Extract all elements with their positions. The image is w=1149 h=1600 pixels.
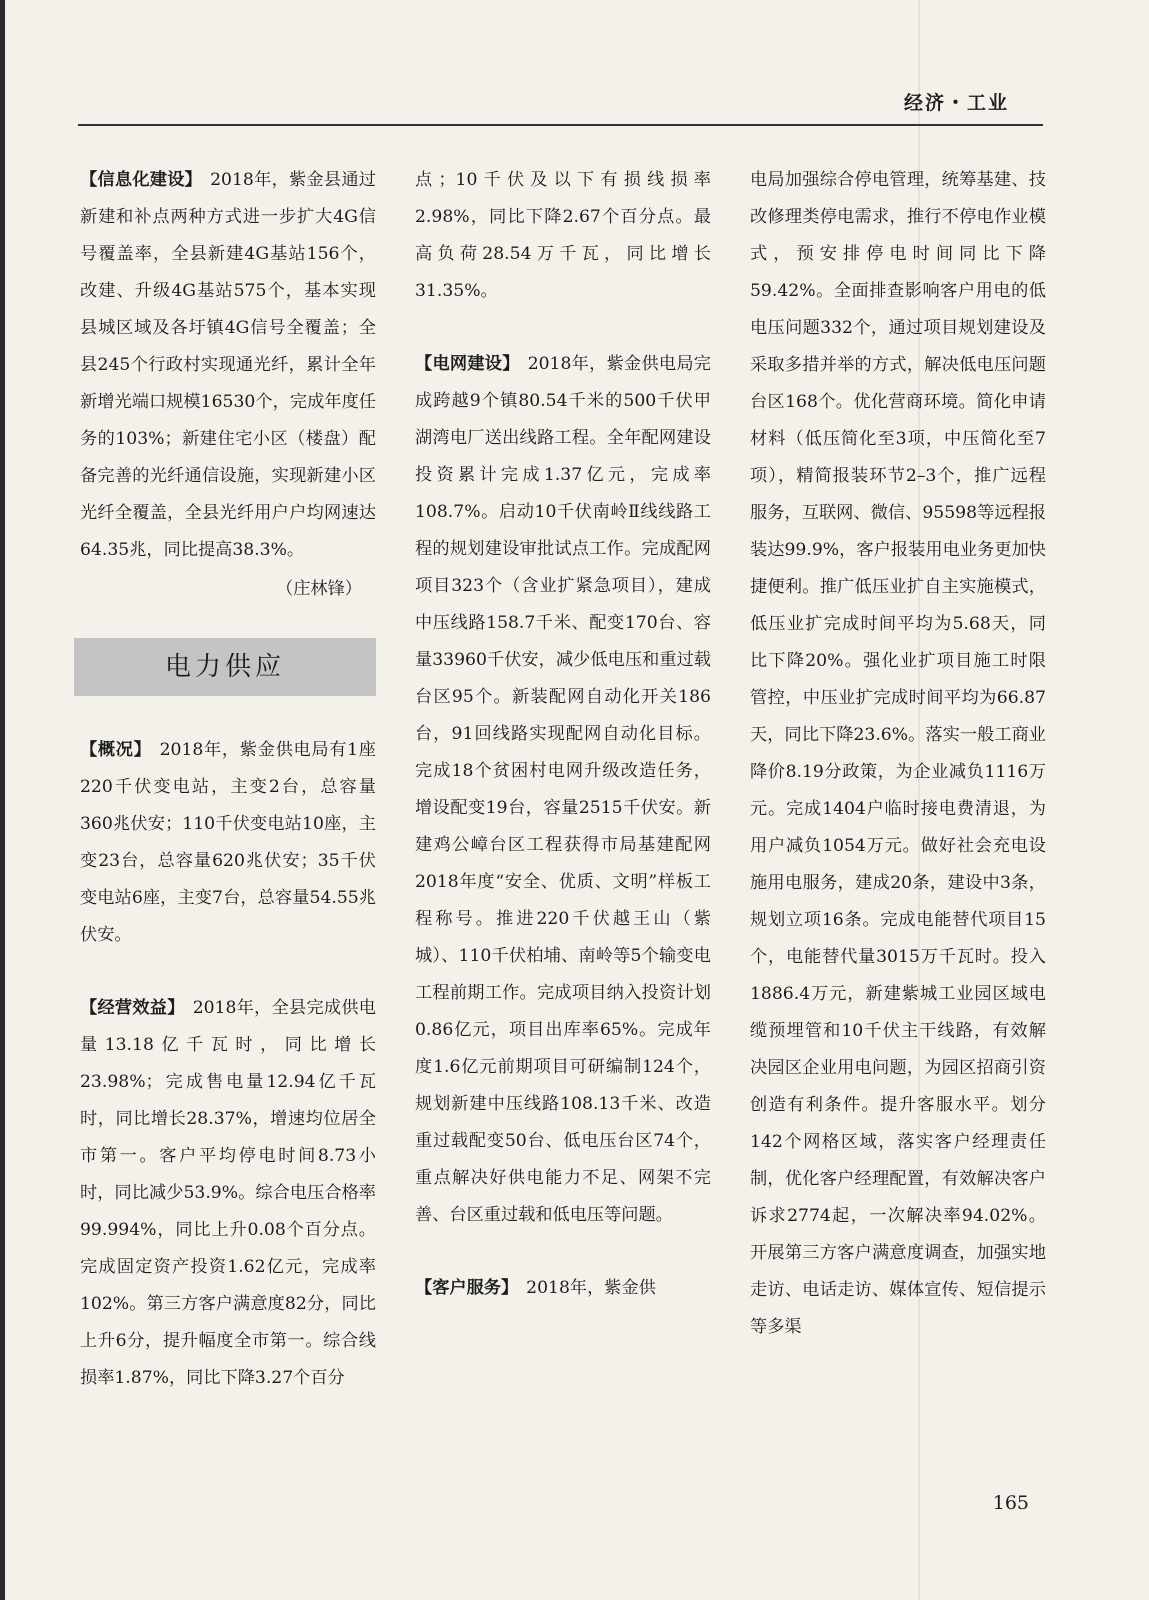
header-rule: [78, 124, 1043, 126]
paragraph-overview: [80, 732, 376, 954]
column-middle: [415, 162, 711, 1307]
paragraph-benefit-continued: 点；10千伏及以下有损线损率2.98%，同比下降2.67个百分点。最高负荷28.54万千瓦，同比增长31.35%。: [415, 170, 711, 301]
text-service: 2018年，紫金供: [526, 1278, 656, 1298]
tag-overview: 【概况】: [80, 740, 152, 760]
running-header: 经济・工业: [903, 92, 1009, 114]
paragraph-grid: [415, 346, 711, 1234]
tag-informatization: 【信息化建设】: [80, 170, 203, 190]
text-grid: 2018年，紫金供电局完成跨越9个镇80.54千米的500千伏甲湖湾电厂送出线路工程。全年配网建设投资累计完成1.37亿元，完成率108.7%。启动10千伏南岭Ⅱ线线路工程的规划建设审批试点工作。完成配网项目323个（含业扩紧急项目），建成中压线路158.7千米、配变170台、容量33960千伏安，减少低电压和重过载台区95个。新装配网自动化开关186台，91回线路实现配网自动化目标。完成18个贫困村电网升级改造任务，增设配变19台，容量2515千伏安。新建鸡公嶂台区工程获得市局基建配网2018年度“安全、优质、文明”样板工程称号。推进220千伏越王山（紫城）、110千伏柏埔、南岭等5个输变电工程前期工作。完成项目纳入投资计划0.86亿元，项目出库率65%。完成年度1.6亿元前期项目可研编制124个，规划新建中压线路108.13千米、改造重过载配变50台、低电压台区74个，重点解决好供电能力不足、网架不完善、台区重过载和低电压等问题。: [415, 354, 711, 1225]
text-overview: 2018年，紫金供电局有1座220千伏变电站，主变2台，总容量360兆伏安；110千伏变电站10座，主变23台，总容量620兆伏安；35千伏变电站6座，主变7台，总容量54.55兆伏安。: [80, 740, 376, 945]
author-credit: （庄林锋）: [276, 579, 362, 599]
paragraph-informatization: [80, 162, 376, 569]
section-heading: 电力供应: [164, 651, 285, 682]
page-number: 165: [992, 1492, 1029, 1514]
paragraph-service-continued: 电局加强综合停电管理，统筹基建、技改修理类停电需求，推行不停电作业模式，预安排停电时间同比下降59.42%。全面排查影响客户用电的低电压问题332个，通过项目规划建设及采取多措并举的方式，解决低电压问题台区168个。优化营商环境。简化申请材料（低压简化至3项，中压简化至7项），精简报装环节2–3个，推广远程服务，互联网、微信、95598等远程报装达99.9%，客户报装用电业务更加快捷便利。推广低压业扩自主实施模式，低压业扩完成时间平均为5.68天，同比下降20%。强化业扩项目施工时限管控，中压业扩完成时间平均为66.87天，同比下降23.6%。落实一般工商业降价8.19分政策，为企业减负1116万元。完成1404户临时接电费清退，为用户减负1054万元。做好社会充电设施用电服务，建成20条，建设中3条，规划立项16条。完成电能替代项目15个，电能替代量3015万千瓦时。投入1886.4万元，新建紫城工业园区域电缆预埋管和10千伏主干线路，有效解决园区企业用电问题，为园区招商引资创造有利条件。提升客服水平。划分142个网格区域，落实客户经理责任制，优化客户经理配置，有效解决客户诉求2774起，一次解决率94.02%。开展第三方客户满意度调查，加强实地走访、电话走访、媒体宣传、短信提示等多渠: [750, 170, 1046, 1337]
paragraph-service: [415, 1270, 711, 1307]
column-left: [80, 162, 376, 1397]
column-right: [750, 162, 1046, 1346]
tag-benefit: 【经营效益】: [80, 998, 185, 1018]
tag-grid: 【电网建设】: [415, 354, 520, 374]
paragraph-benefit: [80, 990, 376, 1397]
text-informatization: 2018年，紫金县通过新建和补点两种方式进一步扩大4G信号覆盖率，全县新建4G基站156个，改建、升级4G基站575个，基本实现县城区域及各圩镇4G信号全覆盖；全县245个行政村实现通光纤，累计全年新增光端口规模16530个，完成年度任务的103%；新建住宅小区（楼盘）配备完善的光纤通信设施，实现新建小区光纤全覆盖，全县光纤用户户均网速达64.35兆，同比提高38.3%。: [80, 170, 376, 560]
tag-service: 【客户服务】: [415, 1278, 519, 1298]
text-benefit: 2018年，全县完成供电量13.18亿千瓦时，同比增长23.98%；完成售电量12.94亿千瓦时，同比增长28.37%，增速均位居全市第一。客户平均停电时间8.73小时，同比减少53.9%。综合电压合格率99.994%，同比上升0.08个百分点。完成固定资产投资1.62亿元，完成率102%。第三方客户满意度82分，同比上升6分，提升幅度全市第一。综合线损率1.87%，同比下降3.27个百分: [80, 998, 376, 1388]
section-heading-box: [74, 638, 376, 696]
page-edge-shadow: [0, 0, 5, 1600]
